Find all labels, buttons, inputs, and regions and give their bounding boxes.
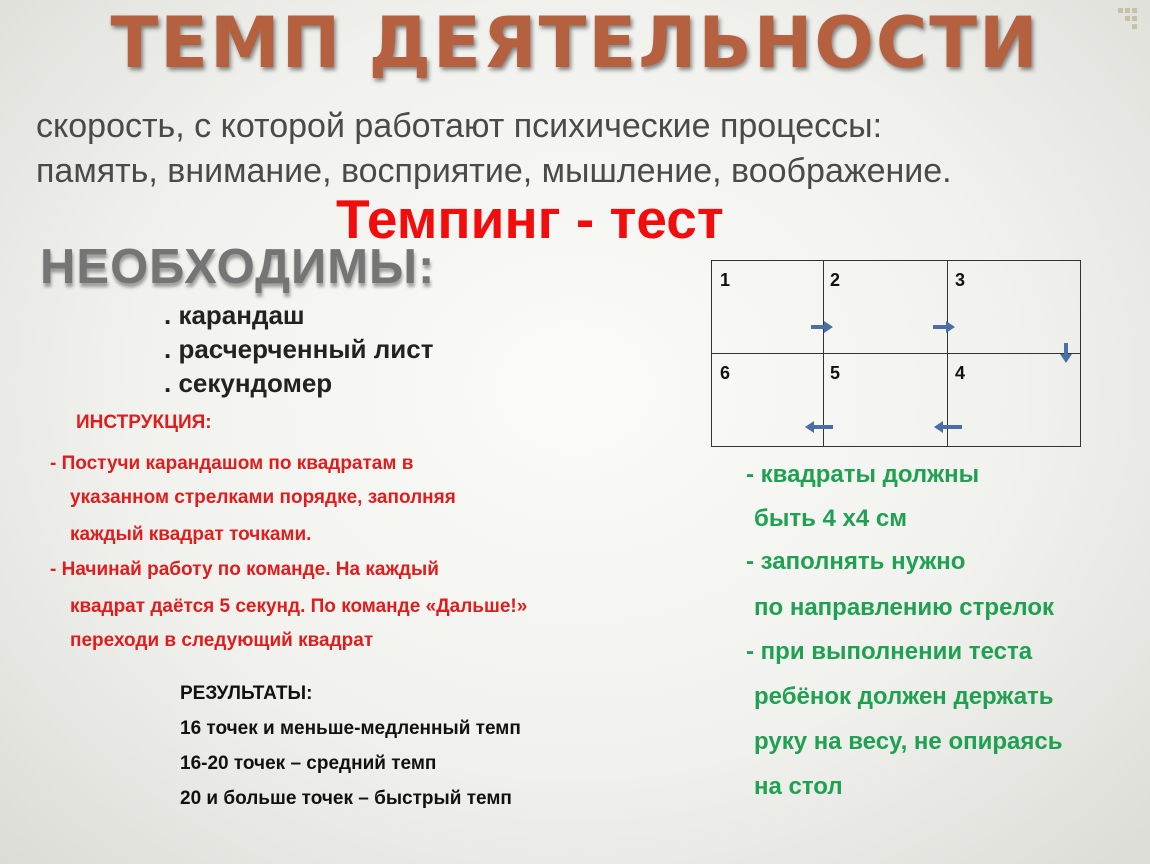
arrow-left-icon: [805, 421, 833, 433]
grid-divider: [712, 353, 1080, 354]
note-line: быть 4 х4 см: [754, 505, 907, 532]
results-heading: РЕЗУЛЬТАТЫ:: [180, 683, 313, 704]
note-line: руку на весу, не опираясь: [754, 728, 1063, 755]
needed-heading: НЕОБХОДИМЫ:: [40, 240, 436, 294]
list-item: . карандаш: [164, 300, 305, 330]
note-line: по направлению стрелок: [754, 594, 1055, 621]
grid-cell-number: 4: [955, 363, 966, 383]
result-line: 16 точек и меньше-медленный темп: [180, 718, 521, 739]
subtitle: [36, 104, 952, 194]
instruction-line: переходи в следующий квадрат: [70, 630, 374, 651]
arrow-left-icon: [934, 421, 962, 433]
page-title: ТЕМП ДЕЯТЕЛЬНОСТИ: [110, 2, 1040, 84]
needed-list: [164, 298, 433, 400]
instruction-line: квадрат даётся 5 секунд. По команде «Дальше!»: [70, 596, 528, 617]
instruction-heading: ИНСТРУКЦИЯ:: [76, 412, 212, 433]
note-line: - квадраты должны: [746, 461, 980, 488]
grid-cell-number: 5: [830, 363, 841, 383]
instruction-line: каждый квадрат точками.: [70, 524, 312, 545]
grid-cell-number: 1: [720, 270, 731, 290]
grid-cell-number: 6: [720, 363, 731, 383]
subtitle-line: память, внимание, восприятие, мышление, воображение.: [36, 152, 952, 190]
list-item: . расчерченный лист: [164, 334, 434, 364]
note-line: - при выполнении теста: [746, 638, 1033, 665]
instruction-line: - Постучи карандашом по квадратам в: [50, 453, 414, 474]
tapping-grid: [711, 260, 1081, 447]
instruction-line: - Начинай работу по команде. На каждый: [50, 559, 439, 580]
note-line: на стол: [754, 773, 843, 800]
results-block: [180, 676, 521, 816]
grid-cell-number: 2: [830, 270, 841, 290]
arrow-down-icon: [1060, 343, 1072, 363]
subtitle-line: скорость, с которой работают психические процессы:: [36, 107, 883, 145]
test-title: Темпинг - тест: [336, 188, 724, 250]
note-line: ребёнок должен держать: [754, 683, 1054, 710]
arrow-right-icon: [811, 321, 833, 333]
instruction-line: указанном стрелками порядке, заполняя: [70, 487, 456, 508]
list-item: . секундомер: [164, 368, 333, 398]
note-line: - заполнять нужно: [746, 548, 966, 575]
result-line: 20 и больше точек – быстрый темп: [180, 788, 512, 809]
result-line: 16-20 точек – средний темп: [180, 753, 437, 774]
arrow-right-icon: [933, 321, 955, 333]
grid-cell-number: 3: [955, 270, 966, 290]
